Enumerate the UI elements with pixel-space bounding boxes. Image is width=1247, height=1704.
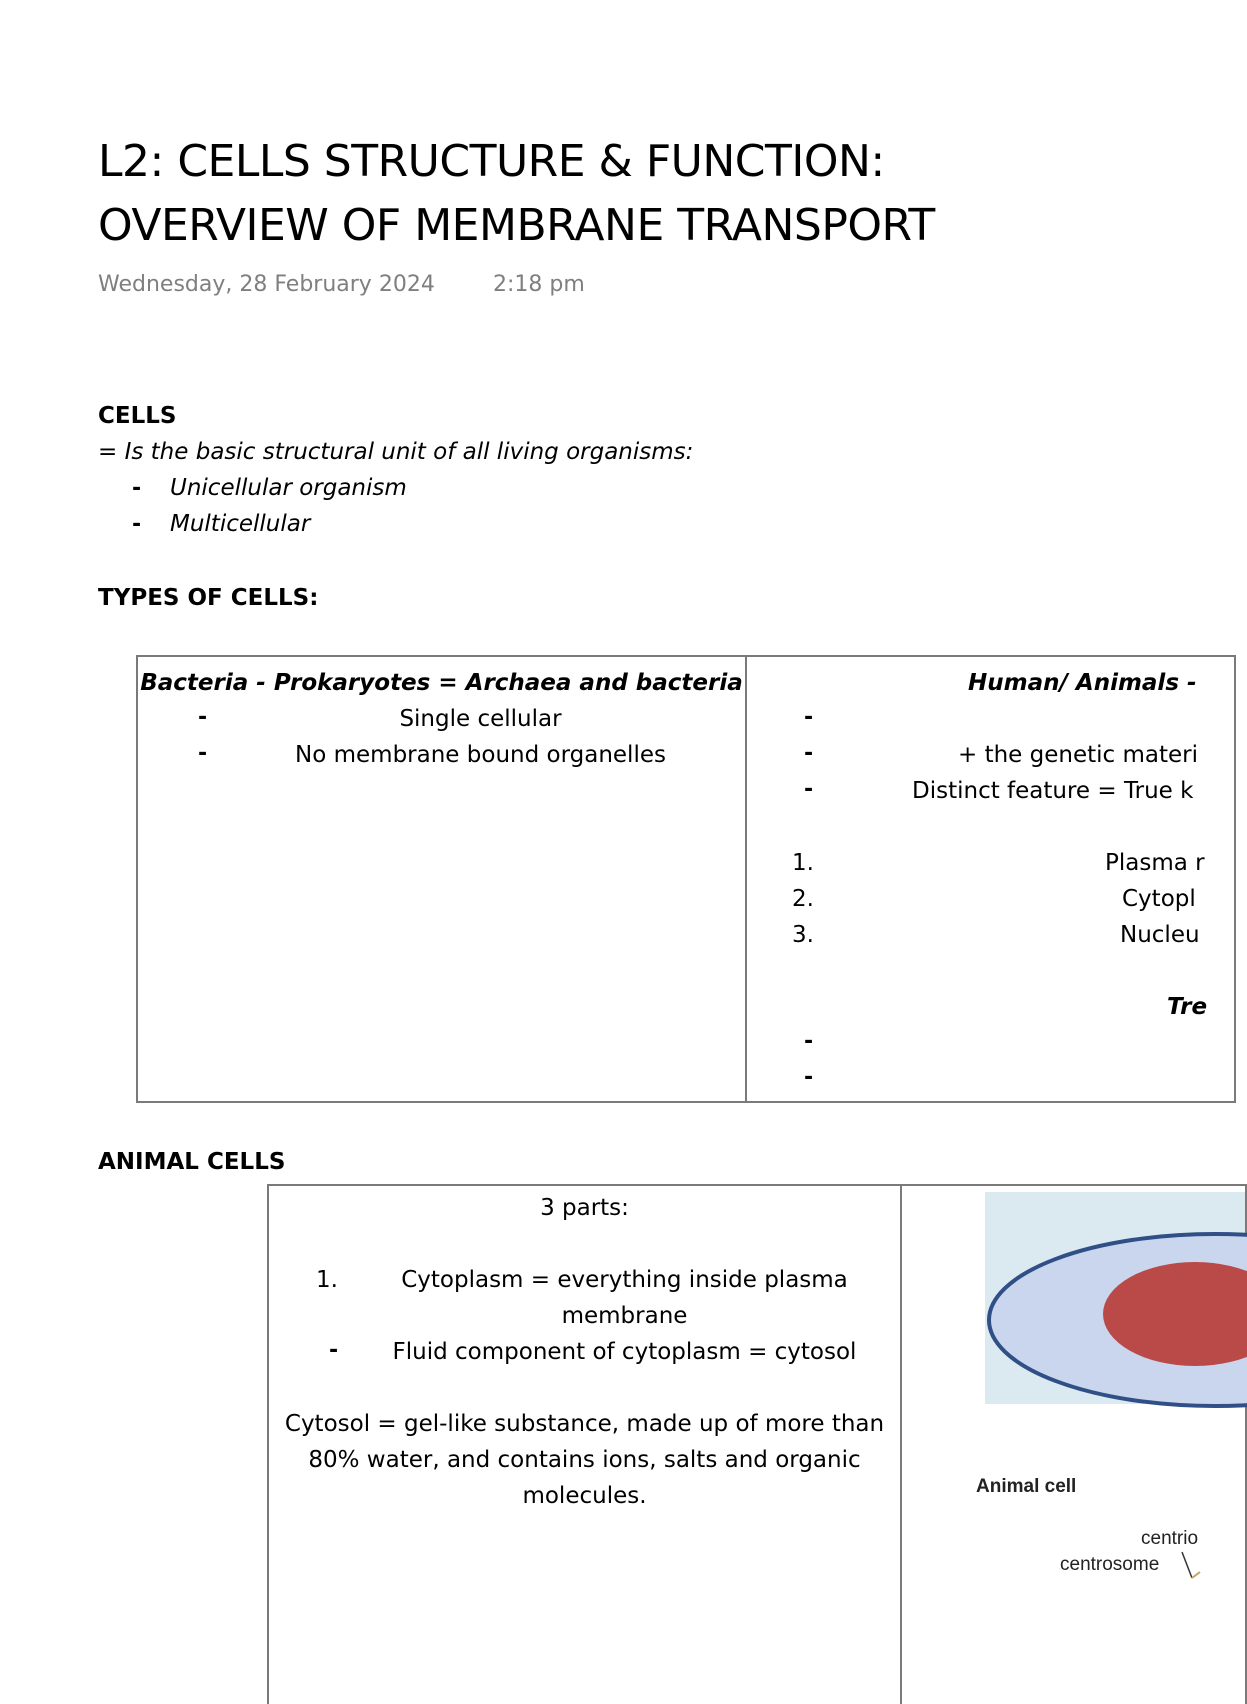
eukaryote-subheader: Tre — [1167, 994, 1208, 1020]
cytosol-description-line2: 80% water, and contains ions, salts and organic — [308, 1447, 861, 1473]
numbered-item-3: Nucleu — [1120, 922, 1200, 948]
centrosome-pointer-icon — [1180, 1550, 1200, 1580]
cells-bullet-1: Unicellular organism — [170, 475, 407, 501]
bullet-marker: - — [804, 777, 814, 802]
cell-diagram-image — [985, 1192, 1245, 1404]
cells-definition: = Is the basic structural unit of all living organisms: — [98, 439, 694, 465]
numbered-marker-1: 1. — [792, 850, 814, 876]
bullet-marker: - — [198, 741, 208, 766]
types-heading: TYPES OF CELLS: — [98, 585, 319, 611]
cytosol-description-line3: molecules. — [522, 1483, 647, 1509]
page-time: 2:18 pm — [493, 272, 585, 297]
page-title-line2: OVERVIEW OF MEMBRANE TRANSPORT — [98, 200, 935, 251]
cytosol-bullet: Fluid component of cytoplasm = cytosol — [392, 1339, 857, 1365]
prokaryote-bullet-2: No membrane bound organelles — [295, 742, 666, 768]
numbered-marker-1: 1. — [316, 1267, 338, 1293]
cytoplasm-definition-line2: membrane — [561, 1303, 688, 1329]
cells-bullet-2: Multicellular — [170, 511, 311, 537]
bullet-marker: - — [132, 512, 142, 537]
figure-label-centrio: centrio — [1141, 1528, 1199, 1549]
table-column-divider — [900, 1186, 902, 1704]
numbered-marker-3: 3. — [792, 922, 814, 948]
cytoplasm-definition-line1: Cytoplasm = everything inside plasma — [401, 1267, 848, 1293]
bullet-marker: - — [804, 741, 814, 766]
table-column-divider — [745, 657, 747, 1101]
numbered-marker-2: 2. — [792, 886, 814, 912]
cells-heading: CELLS — [98, 403, 177, 429]
bullet-marker: - — [804, 705, 814, 730]
eukaryote-header: Human/ Animals - — [968, 670, 1197, 696]
bullet-marker: - — [132, 476, 142, 501]
numbered-item-1: Plasma r — [1105, 850, 1205, 876]
bullet-marker: - — [804, 1065, 814, 1090]
animal-cells-heading: ANIMAL CELLS — [98, 1149, 286, 1175]
prokaryote-bullet-1: Single cellular — [399, 706, 562, 732]
page-title-line1: L2: CELLS STRUCTURE & FUNCTION: — [98, 136, 885, 187]
three-parts-intro: 3 parts: — [540, 1195, 629, 1221]
numbered-item-2: Cytopl — [1122, 886, 1196, 912]
prokaryote-header: Bacteria - Prokaryotes = Archaea and bacteria — [140, 670, 743, 696]
bullet-marker: - — [329, 1338, 339, 1363]
figure-label-centrosome: centrosome — [1060, 1554, 1160, 1575]
cell-diagram — [985, 1192, 1245, 1404]
eukaryote-bullet-3: Distinct feature = True k — [912, 778, 1194, 804]
page-date: Wednesday, 28 February 2024 — [98, 272, 435, 297]
figure-label-animal-cell: Animal cell — [976, 1476, 1077, 1497]
types-of-cells-table — [136, 655, 1236, 1103]
cytosol-description-line1: Cytosol = gel-like substance, made up of more than — [284, 1411, 885, 1437]
page-meta — [98, 272, 585, 297]
bullet-marker: - — [804, 1029, 814, 1054]
eukaryote-bullet-2: + the genetic materi — [958, 742, 1198, 768]
bullet-marker: - — [198, 705, 208, 730]
